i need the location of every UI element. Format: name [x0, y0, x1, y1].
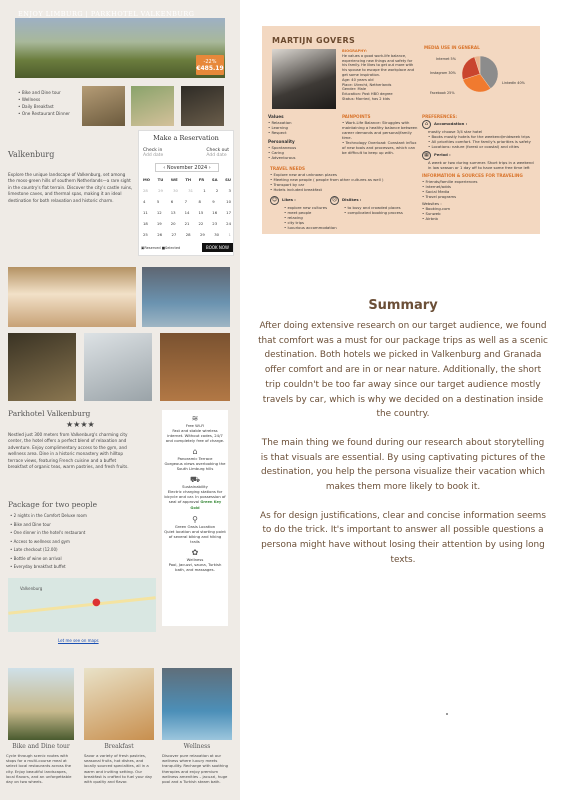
wellness-text: Discover pure relaxation at our wellness where luxury meets tranquility. Recharge with soothing therapies and enjoy premium wellness amenities – jacuzzi, huge pool and a Turkish steam bath. — [162, 753, 229, 785]
calendar-month-selector[interactable] — [155, 163, 219, 172]
checkout-field[interactable]: Check out Add date — [206, 148, 229, 158]
package-item: • Late checkout (12.00) — [10, 547, 58, 552]
calendar-day[interactable]: 19 — [156, 221, 162, 226]
calendar-day[interactable]: 16 — [212, 210, 218, 215]
gallery-pool-image[interactable] — [142, 267, 230, 327]
calendar-week — [141, 199, 233, 204]
persona-portrait — [272, 49, 336, 109]
calendar-day[interactable]: 21 — [184, 221, 190, 226]
calendar-day[interactable]: 27 — [171, 232, 177, 237]
checkin-field[interactable]: Check in Add date — [143, 148, 164, 158]
feature-wifi: ≋ Free Wi-Fi Fast and stable wireless internet. Without codes, 24/7 and completely free of charge. — [165, 414, 225, 443]
package-item: • Bottle of wine on arrival — [10, 555, 62, 561]
map-pin-icon: ● — [92, 597, 101, 608]
calendar-day[interactable]: 29 — [158, 188, 163, 193]
gallery-room-image[interactable] — [8, 333, 76, 401]
reservation-title: Make a Reservation — [153, 134, 219, 142]
valkenburg-description: Explore the unique landscape of Valkenburg, set among the moss-green hills of southern Netherlands—a rare sight in the country's flat terrain. Discover the city's castle ruins, limestone caves, and thermal spas, making it an ideal destination for both relaxation and historic charm. — [8, 172, 133, 203]
calendar-day[interactable]: 11 — [143, 210, 148, 215]
calendar-day[interactable]: 8 — [198, 199, 201, 204]
bed-icon: ⌂ — [422, 120, 431, 129]
persona-values: Values • Relaxation • Learning • Respect Personality • Spontaneous • Caring • Adventurous — [268, 114, 297, 160]
calendar-day[interactable]: 3 — [228, 188, 231, 193]
calendar-day[interactable]: 13 — [170, 210, 176, 215]
calendar-day[interactable]: 1 — [228, 232, 231, 237]
calendar-day[interactable]: 28 — [143, 188, 148, 193]
feature-location: ⚲ Green Oasis Location Quiet location and starting point of several biking and hiking trails — [164, 515, 226, 544]
calendar-day[interactable]: 12 — [156, 210, 162, 215]
hero-title: ENJOY LIMBURG | PARKHOTEL VALKENBURG — [18, 10, 195, 18]
calendar-day[interactable]: 28 — [185, 232, 191, 237]
car-icon: ⛟ — [189, 475, 201, 484]
chart-title: MEDIA USE IN GENERAL — [424, 45, 480, 50]
wellness-image[interactable] — [162, 668, 232, 740]
calendar-day[interactable]: 30 — [173, 188, 178, 193]
persona-travel-needs: TRAVEL NEEDS • Explore new and unknown places • Meeting new people ( people from other cultures as well ) • Transport by car • Hotels included breakfast — [270, 166, 384, 192]
discount-label: -22% — [203, 59, 217, 65]
amenity-item: • Bike and Dine tour — [18, 90, 61, 95]
calendar-month: November 2024 — [166, 164, 208, 171]
persona-card — [262, 26, 540, 234]
bike-icon: ⚲ — [192, 515, 198, 524]
amenity-list — [18, 89, 70, 117]
frown-icon: ☹ — [331, 197, 338, 203]
book-now-button[interactable]: BOOK NOW — [202, 243, 233, 252]
summary-paragraph-3: As for design justifications, clear and concise information seems to do the trick. It's important to answer all possible questions a persona might have without losing their attention by using long texts. — [260, 510, 546, 565]
feature-sustainability: ⛟ Sustainability Electric charging stations for bicycle and car. In possession of seal of approval Green Key Gold — [164, 475, 226, 510]
calendar-weekdays: MO TU WE TH FR SA SU — [143, 177, 231, 182]
smile-icon: ☺ — [271, 197, 278, 203]
breakfast-heading: Breakfast — [104, 743, 134, 750]
calendar-day[interactable]: 30 — [214, 232, 220, 237]
calendar-day[interactable]: 9 — [212, 199, 215, 204]
package-heading: Package for two people — [8, 500, 98, 509]
calendar-day[interactable]: 7 — [184, 199, 187, 204]
calendar-day[interactable]: 20 — [170, 221, 176, 226]
lotus-icon: ✿ — [191, 548, 199, 557]
calendar-day[interactable]: 29 — [200, 232, 205, 237]
persona-bio: BIOGRAPHY: He values a good work-life balance, experiencing new things and safety for his family. He likes to get out more with his spouse to escape the workplace and get some inspiration. Age: 40 years old Place: Utrecht, Netherlands Gender: Male Education: Post HBO degree Status: Married, has 2 kids — [342, 49, 415, 101]
calendar-day[interactable]: 17 — [226, 210, 231, 215]
calendar-day[interactable]: 1 — [203, 188, 206, 193]
cycling-thumbnail[interactable] — [131, 86, 174, 126]
location-map[interactable] — [8, 578, 156, 632]
wifi-icon: ≋ — [191, 414, 199, 423]
breakfast-image[interactable] — [84, 668, 154, 740]
calendar-week — [141, 188, 233, 193]
parkhotel-description: Nestled just 300 meters from Valkenburg's charming city center, the hotel offers a perfect blend of relaxation and adventure. Enjoy complimentary access to the gym, and wellness area. Dine in a historic monastery with hilltop terrace views, featuring French cuisine and a buffet breakfast of organic teas, warm pastries, and fresh fruits. — [8, 432, 129, 470]
gallery-sauna-image[interactable] — [160, 333, 230, 401]
calendar — [141, 163, 233, 237]
calendar-day[interactable]: 31 — [188, 188, 194, 193]
persona-dislikes: ☹ Dislikes : • to busy and crowded places • complicated booking process — [331, 197, 403, 215]
calendar-day[interactable]: 4 — [143, 199, 146, 204]
hotel-features-panel — [162, 410, 228, 626]
summary-paragraph-1: After doing extensive research on our target audience, we found that comfort was a must for our package trips as well as a scenic destination. Both hotels we picked in Valkenburg and Granada offer comfort and are in or near nature. Additionally, the short trip couldn't be too far away since our target audience mostly travels by car, which is why we decided on a destination inside the country. — [258, 321, 548, 420]
summary-title: Summary — [368, 298, 438, 313]
persona-painpoints: PAINPOINTS • Work-Life Balance: Struggles with maintaining a healthy balance between career demands and personal/family time. • Technology Overload: Constant influx of new tools and processes, which can be difficult to keep up with. — [342, 114, 418, 155]
wellness-heading: Wellness — [183, 743, 211, 750]
calendar-day[interactable]: 10 — [226, 199, 231, 204]
gallery-bathroom-image[interactable] — [84, 333, 152, 401]
summary-section — [258, 298, 548, 582]
hotel-exterior-thumbnail[interactable] — [82, 86, 125, 126]
amenity-item: • Daily Breakfast — [18, 104, 54, 109]
pie-label-linkedin: LinkedIn 40% — [502, 81, 525, 85]
see-on-maps-link[interactable]: Let me see on maps — [58, 638, 99, 643]
hero-image — [15, 18, 225, 78]
feature-terrace: ⌂ Panoramic Terrace Gorgeous views overlooking the South Limburg hills — [164, 447, 226, 471]
calendar-week — [141, 221, 233, 226]
package-item: • 2 nights in the Comfort Deluxe room — [10, 513, 87, 518]
bike-tour-image[interactable] — [8, 668, 74, 740]
valkenburg-heading: Valkenburg — [8, 150, 55, 159]
stray-dot — [446, 713, 448, 715]
chevron-right-icon[interactable]: › — [207, 164, 211, 171]
bike-tour-heading: Bike and Dine tour — [12, 743, 70, 750]
bike-tour-text: Cycle through scenic routes with stops for a multi-course meal at select local restaurants across the city. Enjoy beautiful landscapes, local flavors, and an unforgettable day on two wheels. — [6, 753, 72, 785]
package-item: • Bike and Dine tour — [10, 521, 51, 527]
calendar-day[interactable]: 2 — [215, 188, 219, 193]
parkhotel-heading: Parkhotel Valkenburg — [8, 409, 91, 418]
pie-label-instagram: Instagram 30% — [430, 71, 456, 75]
calendar-icon: ▦ — [422, 151, 431, 160]
calendar-day[interactable]: 6 — [170, 199, 174, 204]
persona-preferences: PREFERENCES: ⌂ Accomodation : mostly choose 3/4 star hotel • Books mostly hotels for the weekend/midweek trips • All priorities comfort. The family's priorities is safety • Locations: nature (forest or coastal) and cities ▦ Period : A week or two during summer. Short trips in a weekend in low season or 1 day off to have some free time left INFORMATION & SOURCES FOR TRAVELING • Friends/familie experiences • Internet/adds • Social Media • Travel programs Websites : • Booking.com • Sunweb • Airbnb — [422, 114, 534, 221]
pie-chart — [460, 54, 500, 94]
price-value: €485.19 — [196, 65, 224, 72]
calendar-week — [141, 210, 233, 215]
pie-label-internet: Internet 5% — [436, 57, 456, 61]
gallery-lobby-image[interactable] — [8, 267, 136, 327]
calendar-day[interactable]: 18 — [143, 221, 148, 226]
pie-label-facebook: Facebook 25% — [430, 91, 455, 95]
calendar-day[interactable]: 15 — [198, 210, 204, 215]
package-item: • Everyday breakfast buffet — [10, 564, 66, 569]
feature-wellness: ✿ Wellness Pool, Jacuzzi, sauna, Turkish bath, and massages. — [162, 548, 228, 572]
package-item: • One dinner in the hotel's restaurant — [10, 530, 86, 535]
price-badge — [196, 55, 224, 75]
restaurant-thumbnail[interactable] — [181, 86, 224, 126]
map-label: Valkenburg — [20, 586, 43, 591]
package-item: • Access to wellness and gym — [10, 538, 70, 544]
package-list — [10, 512, 87, 572]
calendar-day[interactable]: 24 — [226, 221, 231, 226]
breakfast-text: Savor a variety of fresh pastries, seasonal fruits, hot dishes, and locally sourced specialties, all in a warm and inviting setting. Our breakfast is crafted to fuel your day with quality and flavor. — [84, 753, 153, 785]
calendar-day[interactable]: 25 — [143, 232, 148, 237]
chevron-left-icon[interactable]: ‹ — [163, 164, 167, 171]
calendar-day[interactable]: 23 — [212, 221, 218, 226]
reservation-widget — [138, 130, 234, 256]
terrace-icon: ⌂ — [192, 447, 198, 456]
amenity-item: • Wellness — [18, 97, 41, 102]
calendar-day[interactable]: 26 — [157, 232, 163, 237]
summary-paragraph-2: The main thing we found during our research about storytelling is that visuals are essential. By using captivating pictures of the destination, you help the persona visualize their vacation which makes them more likely to book it. — [260, 437, 546, 493]
calendar-day[interactable]: 22 — [198, 221, 204, 226]
star-rating: ★★★★ — [66, 420, 95, 429]
calendar-legend: ▣Reserved ■Selected — [141, 245, 181, 250]
calendar-day[interactable]: 5 — [156, 199, 160, 204]
media-use-chart — [424, 45, 536, 113]
calendar-week — [141, 232, 233, 237]
calendar-day[interactable]: 14 — [184, 210, 190, 215]
hotel-page-mockup — [0, 0, 240, 800]
persona-likes: ☺ Likes : • explore new cultures • meet people • relaxing • city trips • luxurious accommodation — [271, 197, 337, 230]
persona-name: MARTIJN GOVERS — [272, 36, 356, 45]
amenity-item: • One Restaurant Dinner — [18, 111, 70, 116]
